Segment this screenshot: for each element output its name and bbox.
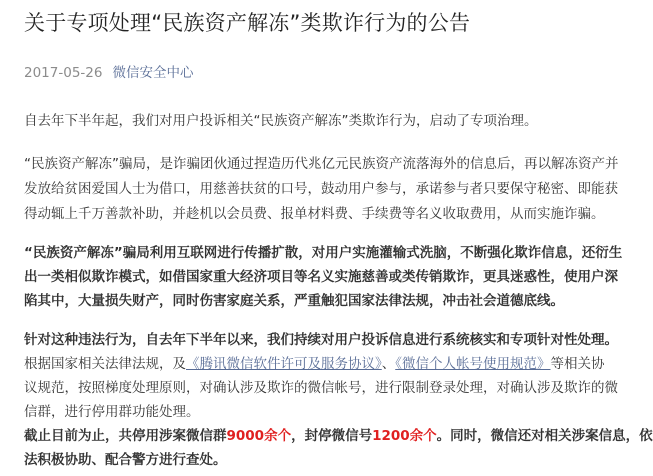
paragraph-line: 得动辄上千万善款补助，并趁机以会员费、报单材料费、手续费等名义收取费用，从而实施诈骗。 bbox=[24, 206, 605, 222]
text-span: 等相关协 bbox=[550, 356, 605, 372]
text-span: 截止目前为止，共停用涉案微信群 bbox=[24, 428, 227, 444]
paragraph-line: 出一类相似欺诈模式，如借国家重大经济项目等名义实施慈善或类传销欺诈，更具迷惑性，使用户深 bbox=[24, 269, 618, 285]
paragraph-line: 信群，进行停用群功能处理。 bbox=[24, 404, 200, 420]
accounts-banned-count: 1200余个 bbox=[372, 428, 437, 444]
groups-banned-count: 9000余个 bbox=[226, 428, 292, 444]
text-span: 根据国家相关法律法规，及 bbox=[24, 356, 186, 372]
paragraph-line: 发放给贫困爱国人士为借口，用慈善扶贫的口号，鼓动用户参与，承诺参与者只要保守秘密、即能获 bbox=[24, 181, 618, 197]
publish-date: 2017-05-26 bbox=[24, 65, 103, 81]
account-rules-link[interactable]: 《微信个人帐号使用规范》 bbox=[395, 356, 551, 372]
account-name-link[interactable]: 微信安全中心 bbox=[112, 65, 194, 81]
paragraph-line: “民族资产解冻”骗局，是诈骗团伙通过捏造历代兆亿元民族资产流落海外的信息后，再以解冻资产并 bbox=[24, 156, 619, 172]
paragraph-line: “民族资产解冻”骗局利用互联网进行传播扩散，对用户实施灌输式洗脑，不断强化欺诈信息，还衍生 bbox=[24, 245, 623, 261]
service-agreement-link[interactable]: 《腾讯微信软件许可及服务协议》 bbox=[186, 356, 382, 372]
article-title: 关于专项处理“民族资产解冻”类欺诈行为的公告 bbox=[24, 11, 471, 35]
paragraph-line: 陷其中，大量损失财产，同时伤害家庭关系，严重触犯国家法律法规，冲击社会道德底线。 bbox=[24, 293, 564, 309]
paragraph-intro: 自去年下半年起，我们对用户投诉相关“民族资产解冻”类欺诈行为，启动了专项治理。 bbox=[24, 113, 538, 129]
article-meta bbox=[24, 64, 193, 82]
text-span: 。同时，微信还对相关涉案信息，依 bbox=[436, 428, 653, 444]
text-span: 、 bbox=[381, 356, 396, 372]
paragraph-line: 针对这种违法行为，自去年下半年以来，我们持续对用户投诉信息进行系统核实和专项针对性处理。 bbox=[24, 332, 618, 348]
text-span: ，封停微信号 bbox=[291, 428, 373, 444]
paragraph-line bbox=[24, 424, 653, 448]
paragraph-line: 议规范，按照梯度处理原则，对确认涉及欺诈的微信帐号，进行限制登录处理，对确认涉及欺诈的微 bbox=[24, 380, 618, 396]
paragraph-line bbox=[24, 352, 610, 376]
paragraph-line: 法积极协助、配合警方进行查处。 bbox=[24, 452, 227, 468]
